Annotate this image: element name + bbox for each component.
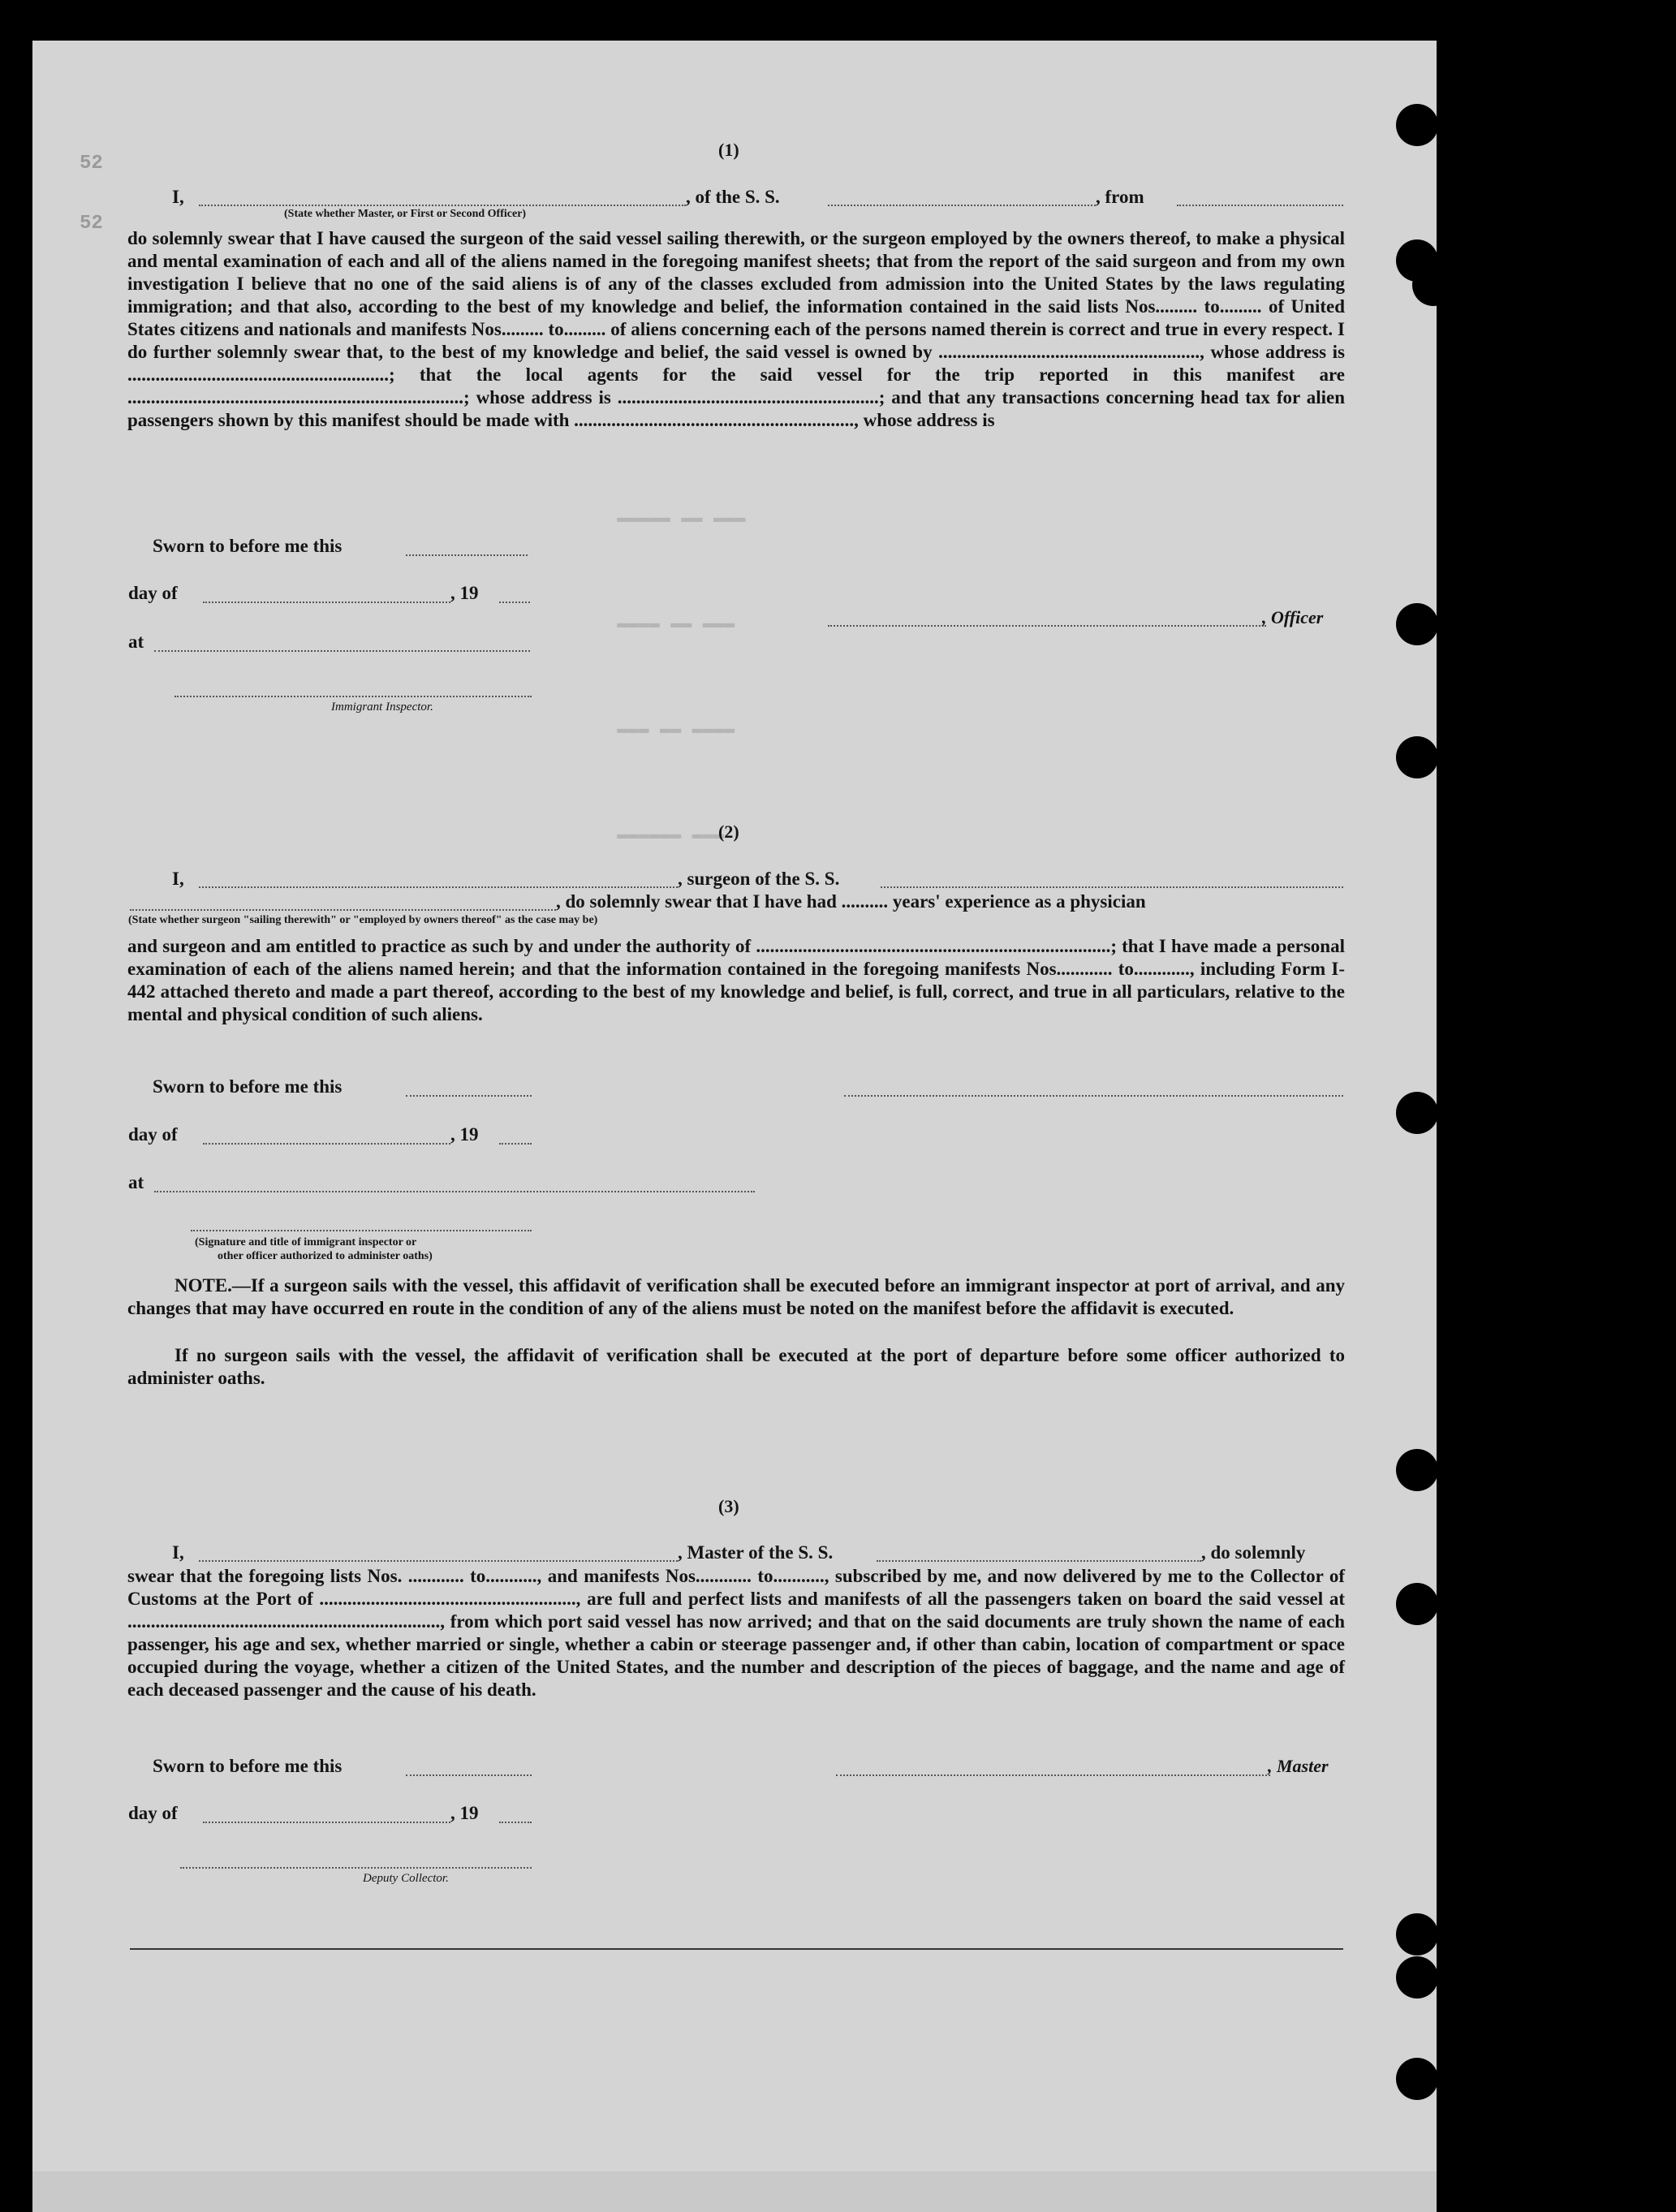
section-1-at-label: at: [128, 632, 144, 652]
officer-name-line: [199, 205, 686, 206]
section-1-oath-text: do solemnly swear that I have caused the surgeon of the said vessel sailing therewith, or the surgeon employed by the owners thereof, to make a physical and mental examination of each and all of the aliens named in the foregoing manifest sheets; that from the report of the said surgeon and from my own investigation I believe that no one of the said aliens is of any of the classes excluded from admission into the United States by the laws regulating immigration; and that also, according to the best of my knowledge and belief, the information contained in the said lists Nos......... to......... of United States citizens and nationals and manifests Nos......... to......... of aliens concerning each of the persons named therein is correct and true in every respect. I do further solemnly swear that, to the best of my knowledge and belief, the said vessel is owned by ........................................................, whose address is ........................................................; that the local agents for the said vessel for the trip reported in this manifest are ........................................................................; whose address is ........................................................; and that any transactions concerning head tax for alien passengers shown by this manifest should be made with ............................................................, whose address is: [127, 228, 1345, 430]
section-1-vessel-label: , of the S. S.: [686, 187, 780, 207]
signature-caption-2: other officer authorized to administer oaths): [218, 1250, 433, 1262]
section-3-number: (3): [718, 1496, 739, 1516]
punch-hole: [1396, 1449, 1438, 1491]
surgeon-name-line: [199, 886, 678, 888]
section-1-day-of-label: day of: [128, 583, 178, 603]
surgeon-caption: (State whether surgeon "sailing therewith" or "employed by owners thereof" as the case may be): [128, 914, 598, 926]
surgeon-vessel-line: [881, 886, 1343, 888]
section-3-i: I,: [172, 1542, 184, 1563]
year-line-2: [499, 1143, 532, 1145]
bleed-through-mark: ▬▬▬ ▬▬ ▬▬▬▬: [617, 617, 735, 637]
punch-hole: [1396, 1956, 1438, 1999]
master-name-line: [199, 1560, 678, 1562]
collector-caption: Deputy Collector.: [363, 1872, 449, 1885]
section-1-number: (1): [718, 140, 739, 160]
section-2-year-label: , 19: [450, 1124, 479, 1145]
section-1-sworn-label: Sworn to before me this: [153, 536, 343, 556]
place-line-2: [154, 1191, 755, 1192]
section-3-day-of-label: day of: [128, 1803, 178, 1823]
punch-hole-strip: [1380, 0, 1676, 2212]
master-signature-line[interactable]: [836, 1774, 1270, 1776]
from-port-line: [1177, 205, 1343, 206]
surgeon-note-1: NOTE.—If a surgeon sails with the vessel, this affidavit of verification shall be executed before an immigrant inspector at port of arrival, and any changes that may have occurred en route in the condition of any of the aliens must be noted on the manifest before the affidavit is executed.: [127, 1275, 1345, 1318]
officer-signature-label: , Officer: [1262, 607, 1324, 627]
surgeon-signature-line[interactable]: [844, 1095, 1343, 1097]
bleed-through-mark: ▬▬▬ ▬▬▬▬▬▬: [617, 828, 725, 848]
punch-hole: [1412, 264, 1454, 306]
punch-hole: [1396, 1583, 1438, 1625]
officer-signature-line[interactable]: [828, 625, 1266, 627]
inspector-signature-line[interactable]: [174, 696, 532, 697]
section-3-oath-text: swear that the foregoing lists Nos. ............ to..........., and manifests Nos............ to..........., subscribed by me, and now delivered by me to the Collector of Customs at the Port of ......................................................., are full and perfect lists and manifests of all the passengers taken on board the said vessel at ..................................................................., from which port said vessel has now arrived; and that on the said documents are truly shown the name of each passenger, his age and sex, whether married or single, whether a cabin or steerage passenger and, if other than cabin, location of compartment or space occupied during the voyage, whether a citizen of the United States, and the number and description of the pieces of baggage, and the name and age of each deceased passenger and the cause of his death.: [127, 1566, 1345, 1700]
section-2-oath-text: and surgeon and am entitled to practice as such by and under the authority of ............................................................................; that I have made a personal examination of each of the aliens named herein; and that the information contained in the foregoing manifests Nos............ to............, including Form I-442 attached thereto and made a part thereof, according to the best of my knowledge and belief, is full, correct, and true in all particulars, relative to the mental and physical condition of such aliens.: [127, 936, 1345, 1024]
place-line: [154, 650, 530, 652]
sworn-day-line-2: [406, 1095, 532, 1097]
section-1-year-label: , 19: [450, 583, 479, 603]
section-2-surgeon-label: , surgeon of the S. S.: [678, 869, 840, 889]
section-2-at-label: at: [128, 1172, 144, 1192]
surgeon-status-line: [130, 909, 556, 911]
punch-hole: [1396, 603, 1438, 645]
administering-officer-line[interactable]: [191, 1230, 532, 1231]
officer-caption: (State whether Master, or First or Second Officer): [284, 208, 527, 220]
section-2-day-of-label: day of: [128, 1124, 178, 1145]
signature-caption-1: (Signature and title of immigrant inspector or: [195, 1236, 417, 1248]
bottom-rule: [130, 1948, 1343, 1950]
sworn-day-line-3: [406, 1774, 532, 1776]
section-2-years-line: , do solemnly swear that I have had .......... years' experience as a physician: [556, 891, 1146, 912]
month-line-2: [203, 1143, 450, 1145]
year-line: [499, 602, 530, 603]
surgeon-note-2: If no surgeon sails with the vessel, the affidavit of verification shall be executed at the port of departure before some officer authorized to administer oaths.: [127, 1345, 1345, 1388]
section-3-master-label: , Master of the S. S.: [678, 1542, 834, 1563]
section-2-i: I,: [172, 869, 184, 889]
margin-mark-top: 52: [80, 153, 103, 175]
section-1-i: I,: [172, 187, 184, 207]
sworn-day-line: [406, 554, 528, 556]
section-3-sworn-label: Sworn to before me this: [153, 1756, 343, 1776]
section-2-sworn-label: Sworn to before me this: [153, 1076, 343, 1097]
master-signature-label: , Master: [1268, 1756, 1329, 1776]
collector-signature-line[interactable]: [180, 1867, 532, 1869]
section-3-solemnly-label: , do solemnly: [1201, 1542, 1306, 1563]
bottom-strip: [32, 2171, 1437, 2212]
master-vessel-line: [877, 1560, 1201, 1562]
section-3-year-label: , 19: [450, 1803, 479, 1823]
inspector-caption: Immigrant Inspector.: [331, 701, 433, 714]
bleed-through-mark: ▬▬▬▬ ▬▬ ▬▬▬: [617, 722, 735, 743]
punch-hole: [1396, 1092, 1438, 1134]
section-2-number: (2): [718, 821, 739, 842]
punch-hole: [1396, 104, 1438, 146]
section-1-from-label: , from: [1096, 187, 1144, 207]
punch-hole: [1396, 736, 1438, 778]
bleed-through-mark: ▬▬▬ ▬▬ ▬▬▬▬▬: [617, 511, 746, 532]
vessel-name-line: [828, 205, 1096, 206]
month-line: [203, 602, 450, 603]
punch-hole: [1396, 2058, 1438, 2100]
margin-mark-bottom: 52: [80, 213, 103, 235]
punch-hole: [1396, 1913, 1438, 1955]
year-line-3: [499, 1822, 532, 1823]
month-line-3: [203, 1822, 450, 1823]
